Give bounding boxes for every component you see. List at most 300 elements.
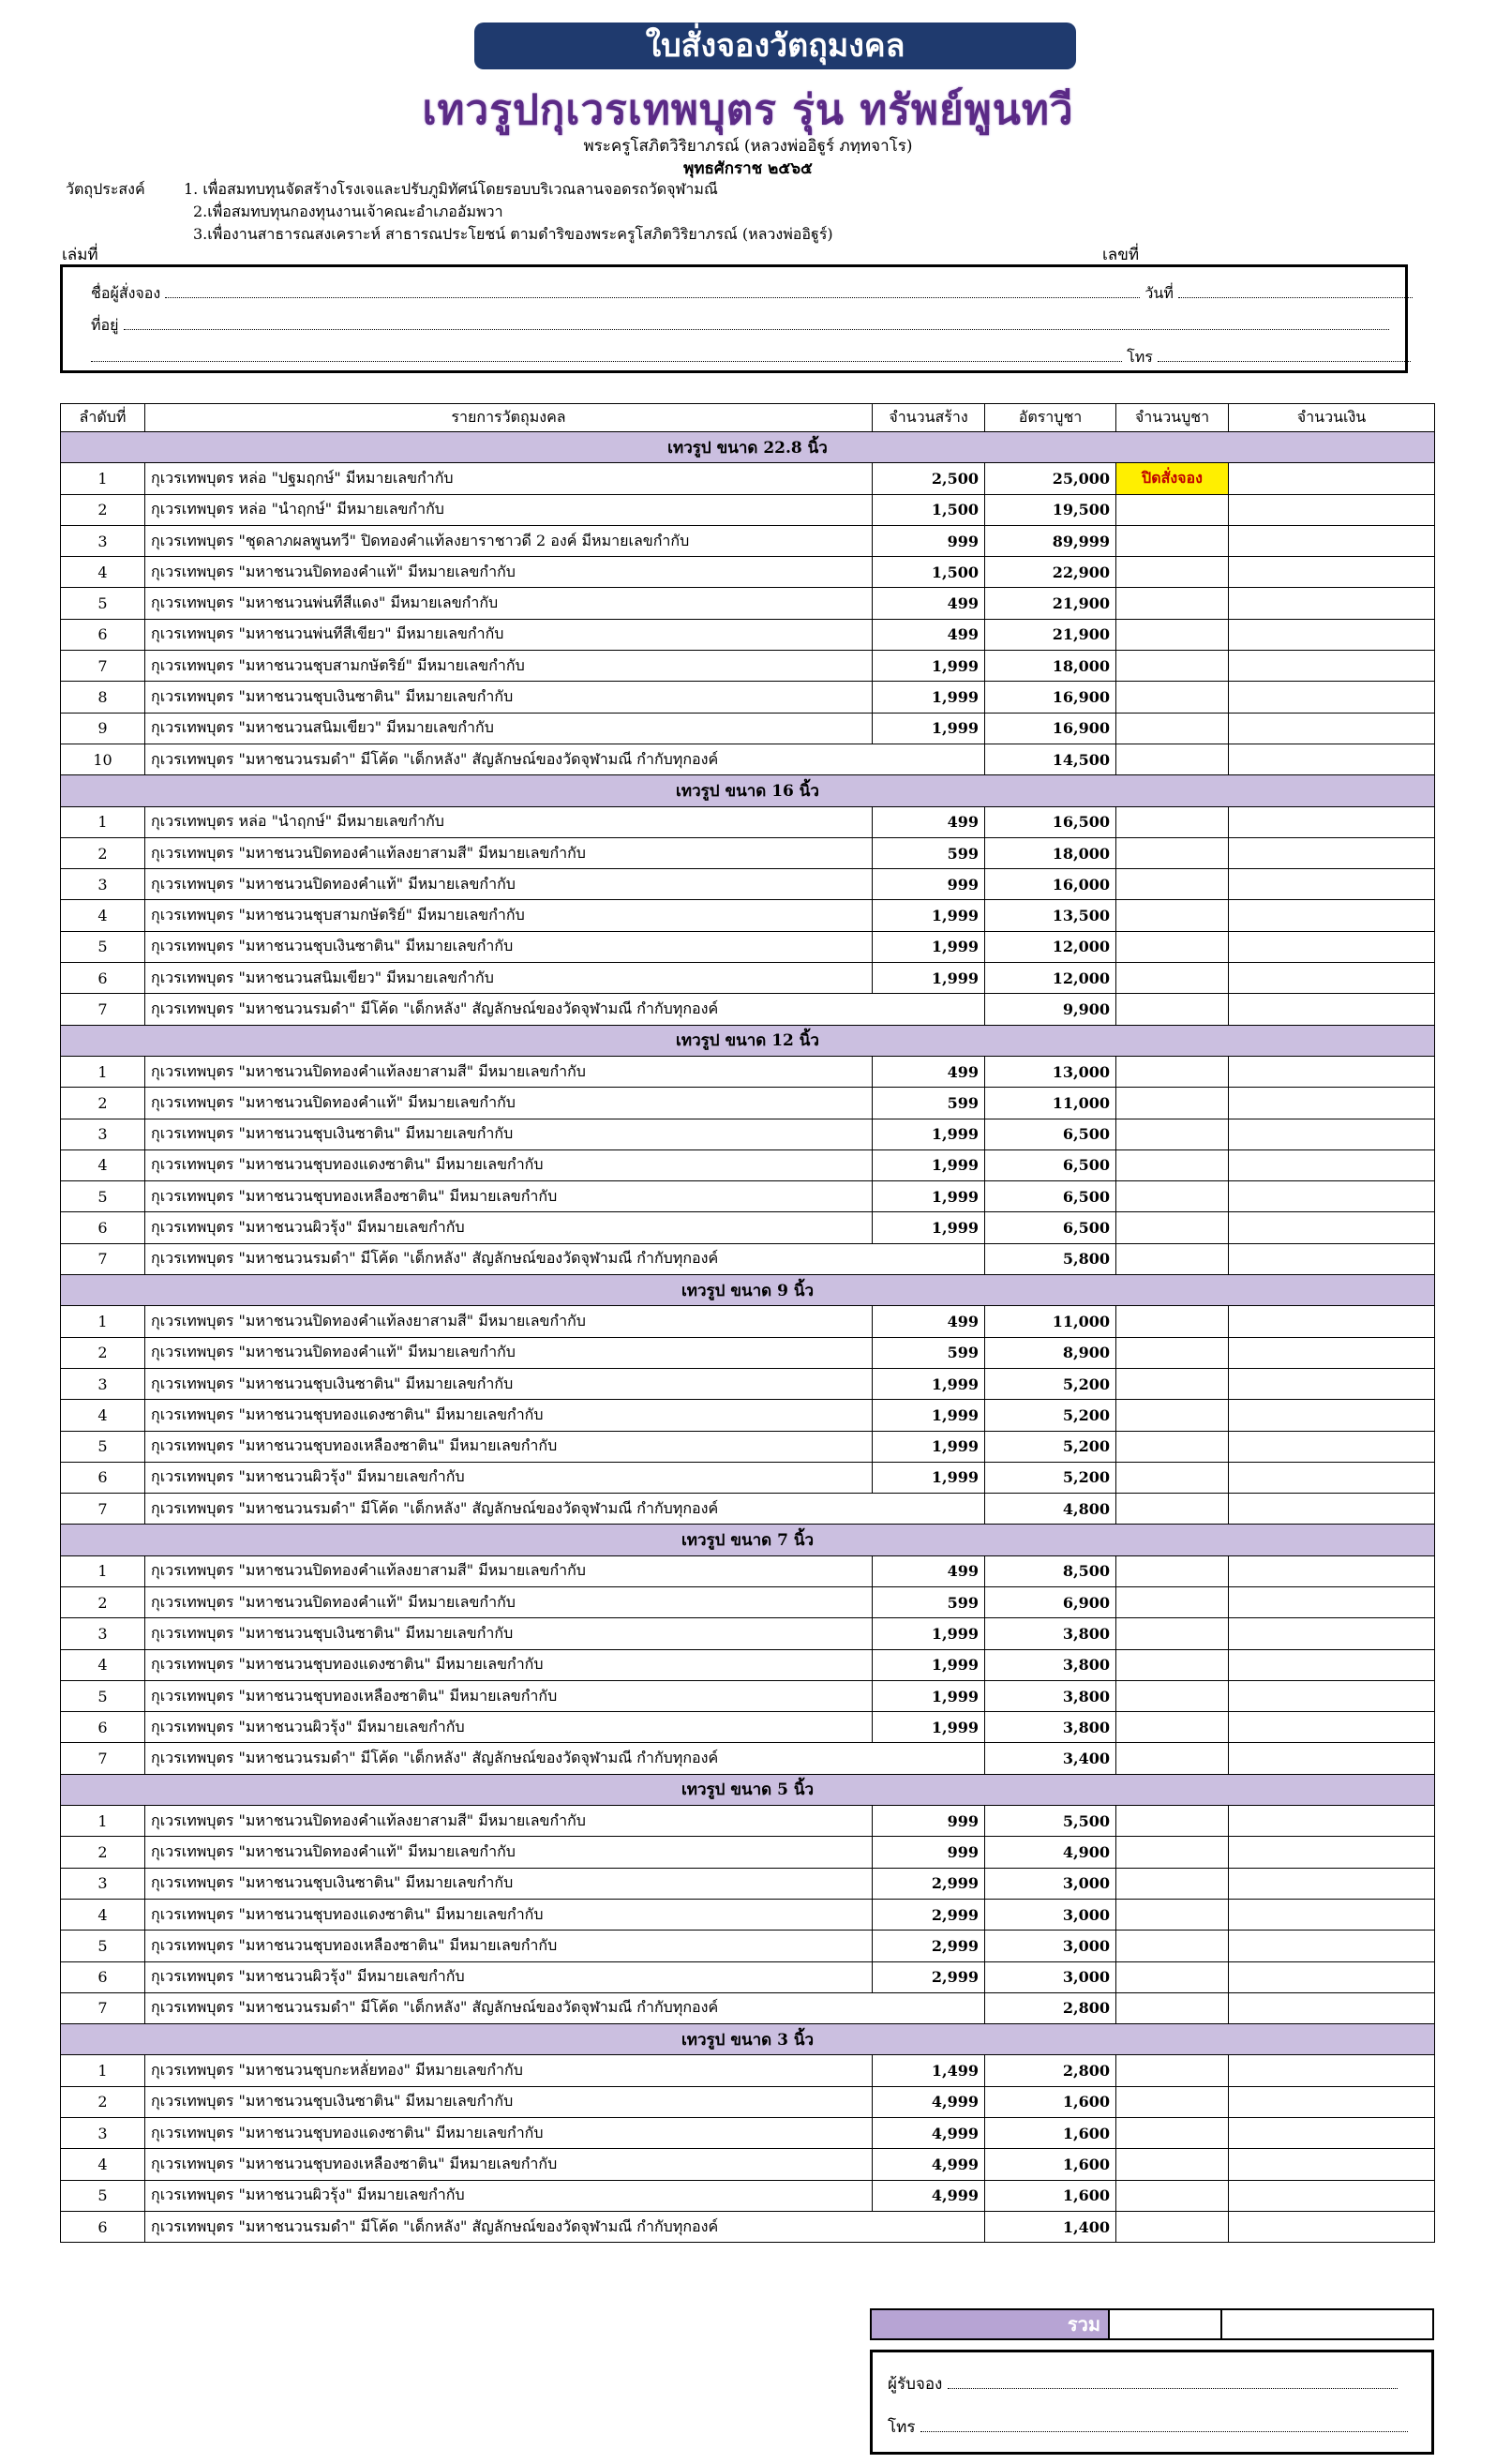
item-qty-made: 1,999 — [873, 931, 985, 962]
order-qty-cell[interactable] — [1116, 2149, 1229, 2180]
item-number: 4 — [61, 2149, 145, 2180]
order-amount-cell[interactable] — [1229, 1555, 1435, 1586]
order-qty-cell[interactable] — [1116, 994, 1229, 1025]
table-row — [61, 1056, 1435, 1087]
order-qty-cell[interactable] — [1116, 2055, 1229, 2086]
order-qty-cell[interactable] — [1116, 1243, 1229, 1274]
table-row — [61, 963, 1435, 994]
buddhist-year: พุทธศักราช ๒๕๖๕ — [683, 159, 813, 178]
item-price: 5,500 — [985, 1806, 1116, 1837]
item-name: กุเวรเทพบุตร "มหาชนวนชุบเงินซาติน" มีหมายเลขกำกับ — [145, 682, 873, 713]
section-header-row — [61, 2024, 1435, 2055]
table-row — [61, 1088, 1435, 1119]
table-row — [61, 1712, 1435, 1743]
item-name: กุเวรเทพบุตร "มหาชนวนชุบกะหลั่ยทอง" มีหมายเลขกำกับ — [145, 2055, 873, 2086]
order-amount-cell[interactable] — [1229, 588, 1435, 619]
table-row — [61, 1649, 1435, 1680]
order-amount-cell[interactable] — [1229, 1586, 1435, 1617]
order-amount-cell[interactable] — [1229, 2211, 1435, 2242]
item-name: กุเวรเทพบุตร "มหาชนวนผิวรุ้ง" มีหมายเลขกำกับ — [145, 1961, 873, 1992]
order-qty-cell[interactable] — [1116, 1368, 1229, 1399]
item-number: 4 — [61, 1400, 145, 1431]
item-number: 7 — [61, 1494, 145, 1525]
order-qty-cell[interactable] — [1116, 1868, 1229, 1899]
order-amount-cell[interactable] — [1229, 1899, 1435, 1930]
order-amount-cell[interactable] — [1229, 1961, 1435, 1992]
section-header-row — [61, 1774, 1435, 1805]
order-amount-cell[interactable] — [1229, 1088, 1435, 1119]
order-amount-cell[interactable] — [1229, 713, 1435, 744]
item-name: กุเวรเทพบุตร "มหาชนวนรมดำ" มีโค้ด "เด็กหลัง" สัญลักษณ์ของวัดจุฬามณี กำกับทุกองค์ — [145, 1992, 985, 2023]
order-amount-cell[interactable] — [1229, 1400, 1435, 1431]
item-number: 6 — [61, 1961, 145, 1992]
item-price: 5,200 — [985, 1431, 1116, 1462]
item-name: กุเวรเทพบุตร "มหาชนวนพ่นทีสีเขียว" มีหมายเลขกำกับ — [145, 619, 873, 650]
col-header-qty-made: จำนวนสร้าง — [873, 404, 985, 432]
order-qty-cell[interactable] — [1116, 931, 1229, 962]
item-number: 3 — [61, 1368, 145, 1399]
item-number: 5 — [61, 1181, 145, 1212]
item-number: 5 — [61, 1931, 145, 1961]
item-qty-made: 1,999 — [873, 651, 985, 682]
order-amount-cell[interactable] — [1229, 1618, 1435, 1649]
item-name: กุเวรเทพบุตร "มหาชนวนชุบทองแดงซาติน" มีหมายเลขกำกับ — [145, 1149, 873, 1180]
item-qty-made: 999 — [873, 869, 985, 900]
order-qty-cell[interactable] — [1116, 1056, 1229, 1087]
order-qty-cell[interactable] — [1116, 1306, 1229, 1337]
item-number: 10 — [61, 744, 145, 774]
item-number: 2 — [61, 2086, 145, 2117]
table-row — [61, 1119, 1435, 1149]
order-qty-cell[interactable] — [1116, 1149, 1229, 1180]
item-price: 3,000 — [985, 1899, 1116, 1930]
order-amount-cell[interactable] — [1229, 1119, 1435, 1149]
form-banner: ใบสั่งจองวัตถุมงคล — [474, 23, 1076, 69]
item-qty-made: 999 — [873, 1806, 985, 1837]
item-qty-made: 1,999 — [873, 1119, 985, 1149]
item-qty-made: 1,999 — [873, 1149, 985, 1180]
item-price: 3,400 — [985, 1743, 1116, 1774]
section-title: เทวรูป ขนาด 7 นิ้ว — [61, 1525, 1435, 1555]
order-qty-cell[interactable] — [1116, 2118, 1229, 2149]
item-name: กุเวรเทพบุตร "มหาชนวนรมดำ" มีโค้ด "เด็กหลัง" สัญลักษณ์ของวัดจุฬามณี กำกับทุกองค์ — [145, 1743, 985, 1774]
table-row — [61, 2149, 1435, 2180]
item-number: 5 — [61, 1680, 145, 1711]
order-amount-cell[interactable] — [1229, 931, 1435, 962]
order-qty-cell[interactable] — [1116, 869, 1229, 900]
orderer-phone-label: โทร — [1127, 348, 1153, 366]
order-amount-cell[interactable] — [1229, 463, 1435, 494]
item-qty-made: 1,999 — [873, 1368, 985, 1399]
item-number: 2 — [61, 1337, 145, 1368]
order-qty-cell[interactable] — [1116, 1119, 1229, 1149]
item-name: กุเวรเทพบุตร "มหาชนวนปิดทองคำแท้" มีหมายเลขกำกับ — [145, 1837, 873, 1868]
order-qty-cell[interactable] — [1116, 1712, 1229, 1743]
section-title: เทวรูป ขนาด 5 นิ้ว — [61, 1774, 1435, 1805]
item-name: กุเวรเทพบุตร "มหาชนวนชุบเงินซาติน" มีหมายเลขกำกับ — [145, 2086, 873, 2117]
order-amount-cell[interactable] — [1229, 1868, 1435, 1899]
doc-number-label: เลขที่ — [1102, 246, 1140, 264]
order-qty-cell[interactable] — [1116, 1618, 1229, 1649]
item-name: กุเวรเทพบุตร "มหาชนวนสนิมเขียว" มีหมายเลขกำกับ — [145, 713, 873, 744]
item-name: กุเวรเทพบุตร "มหาชนวนผิวรุ้ง" มีหมายเลขกำกับ — [145, 1712, 873, 1743]
item-number: 6 — [61, 619, 145, 650]
item-number: 6 — [61, 1712, 145, 1743]
order-qty-cell[interactable] — [1116, 557, 1229, 588]
order-qty-cell[interactable] — [1116, 806, 1229, 837]
order-qty-cell[interactable] — [1116, 1212, 1229, 1243]
table-row — [61, 1961, 1435, 1992]
order-amount-cell[interactable] — [1229, 494, 1435, 525]
item-number: 3 — [61, 1868, 145, 1899]
item-number: 4 — [61, 900, 145, 931]
item-qty-made: 1,999 — [873, 1181, 985, 1212]
table-header-row — [61, 404, 1435, 432]
order-amount-cell[interactable] — [1229, 2149, 1435, 2180]
item-qty-made: 499 — [873, 1555, 985, 1586]
order-qty-cell[interactable] — [1116, 1400, 1229, 1431]
item-price: 3,000 — [985, 1931, 1116, 1961]
order-qty-cell[interactable] — [1116, 1992, 1229, 2023]
item-number: 7 — [61, 1992, 145, 2023]
objective-item-3: 3.เพื่องานสาธารณสงเคราะห์ สาธารณประโยชน์ ตามดำริของพระครูโสภิตวิริยาภรณ์ (หลวงพ่ออิฐูร์) — [193, 225, 833, 243]
order-amount-cell[interactable] — [1229, 1743, 1435, 1774]
item-number: 5 — [61, 931, 145, 962]
order-amount-cell[interactable] — [1229, 994, 1435, 1025]
item-name: กุเวรเทพบุตร "มหาชนวนสนิมเขียว" มีหมายเลขกำกับ — [145, 963, 873, 994]
total-label: รวม — [872, 2310, 1110, 2338]
table-row — [61, 1680, 1435, 1711]
order-qty-cell[interactable] — [1116, 744, 1229, 774]
order-amount-cell[interactable] — [1229, 744, 1435, 774]
order-qty-cell[interactable] — [1116, 1806, 1229, 1837]
order-amount-cell[interactable] — [1229, 525, 1435, 556]
order-qty-cell[interactable] — [1116, 2211, 1229, 2242]
item-number: 6 — [61, 963, 145, 994]
items-table-body — [61, 432, 1435, 2243]
order-amount-cell[interactable] — [1229, 1181, 1435, 1212]
order-amount-cell[interactable] — [1229, 2180, 1435, 2211]
date-field[interactable] — [1178, 286, 1413, 298]
order-qty-cell[interactable] — [1116, 1337, 1229, 1368]
item-price: 1,600 — [985, 2149, 1116, 2180]
total-row — [870, 2308, 1434, 2340]
item-price: 6,500 — [985, 1181, 1116, 1212]
receiver-field[interactable] — [948, 2377, 1398, 2389]
order-amount-cell[interactable] — [1229, 1056, 1435, 1087]
item-number: 3 — [61, 869, 145, 900]
order-amount-cell[interactable] — [1229, 1494, 1435, 1525]
item-price: 16,000 — [985, 869, 1116, 900]
table-row — [61, 806, 1435, 837]
item-qty-made: 599 — [873, 1088, 985, 1119]
address-field-line2[interactable] — [91, 350, 1122, 362]
item-qty-made: 499 — [873, 806, 985, 837]
item-number: 2 — [61, 1586, 145, 1617]
order-qty-cell[interactable] — [1116, 1649, 1229, 1680]
order-qty-cell[interactable] — [1116, 588, 1229, 619]
item-name: กุเวรเทพบุตร "มหาชนวนชุบทองเหลืองซาติน" มีหมายเลขกำกับ — [145, 1431, 873, 1462]
item-name: กุเวรเทพบุตร "มหาชนวนชุบเงินซาติน" มีหมายเลขกำกับ — [145, 1368, 873, 1399]
item-number: 8 — [61, 682, 145, 713]
item-price: 5,200 — [985, 1462, 1116, 1493]
item-price: 16,900 — [985, 682, 1116, 713]
item-number: 2 — [61, 837, 145, 868]
order-qty-cell[interactable] — [1116, 837, 1229, 868]
item-price: 6,500 — [985, 1212, 1116, 1243]
item-price: 6,500 — [985, 1149, 1116, 1180]
item-name: กุเวรเทพบุตร "มหาชนวนรมดำ" มีโค้ด "เด็กหลัง" สัญลักษณ์ของวัดจุฬามณี กำกับทุกองค์ — [145, 994, 985, 1025]
order-qty-cell[interactable] — [1116, 900, 1229, 931]
item-qty-made: 599 — [873, 1337, 985, 1368]
order-amount-cell[interactable] — [1229, 2086, 1435, 2117]
table-row — [61, 2055, 1435, 2086]
order-qty-cell[interactable] — [1116, 682, 1229, 713]
item-price: 1,600 — [985, 2180, 1116, 2211]
item-price: 3,800 — [985, 1618, 1116, 1649]
order-amount-cell[interactable] — [1229, 682, 1435, 713]
order-qty-cell[interactable] — [1116, 651, 1229, 682]
order-amount-cell[interactable] — [1229, 1337, 1435, 1368]
section-title: เทวรูป ขนาด 3 นิ้ว — [61, 2024, 1435, 2055]
order-qty-cell[interactable] — [1116, 1462, 1229, 1493]
section-header-row — [61, 432, 1435, 463]
item-price: 11,000 — [985, 1088, 1116, 1119]
section-header-row — [61, 1275, 1435, 1306]
item-name: กุเวรเทพบุตร "มหาชนวนผิวรุ้ง" มีหมายเลขกำกับ — [145, 1462, 873, 1493]
order-amount-cell[interactable] — [1229, 2055, 1435, 2086]
item-price: 5,200 — [985, 1368, 1116, 1399]
col-header-amount: จำนวนเงิน — [1229, 404, 1435, 432]
page-title: เทวรูปกุเวรเทพบุตร รุ่น ทรัพย์พูนทวี — [422, 86, 1074, 134]
item-qty-made: 1,999 — [873, 900, 985, 931]
table-row — [61, 1494, 1435, 1525]
objectives-label: วัตถุประสงค์ — [66, 180, 145, 198]
total-amount-cell[interactable] — [1222, 2310, 1432, 2338]
order-qty-cell[interactable] — [1116, 1555, 1229, 1586]
table-row — [61, 1243, 1435, 1274]
order-qty-cell[interactable] — [1116, 1181, 1229, 1212]
section-header-row — [61, 1525, 1435, 1555]
order-amount-cell[interactable] — [1229, 1712, 1435, 1743]
table-row — [61, 1306, 1435, 1337]
item-qty-made: 999 — [873, 525, 985, 556]
order-amount-cell[interactable] — [1229, 1431, 1435, 1462]
order-qty-cell[interactable] — [1116, 494, 1229, 525]
item-name: กุเวรเทพบุตร "มหาชนวนชุบเงินซาติน" มีหมายเลขกำกับ — [145, 1868, 873, 1899]
item-number: 7 — [61, 1243, 145, 1274]
item-qty-made: 599 — [873, 837, 985, 868]
item-name: กุเวรเทพบุตร "มหาชนวนปิดทองคำแท้ลงยาสามสี" มีหมายเลขกำกับ — [145, 1806, 873, 1837]
item-name: กุเวรเทพบุตร หล่อ "นำฤกษ์" มีหมายเลขกำกับ — [145, 806, 873, 837]
item-number: 1 — [61, 1806, 145, 1837]
item-number: 5 — [61, 2180, 145, 2211]
item-price: 3,000 — [985, 1868, 1116, 1899]
item-price: 3,800 — [985, 1680, 1116, 1711]
item-price: 8,500 — [985, 1555, 1116, 1586]
item-qty-made: 1,999 — [873, 1712, 985, 1743]
orderer-phone-field[interactable] — [1158, 350, 1411, 362]
order-amount-cell[interactable] — [1229, 1149, 1435, 1180]
item-number: 2 — [61, 1088, 145, 1119]
order-amount-cell[interactable] — [1229, 1837, 1435, 1868]
table-row — [61, 1992, 1435, 2023]
order-amount-cell[interactable] — [1229, 806, 1435, 837]
table-row — [61, 619, 1435, 650]
item-name: กุเวรเทพบุตร "มหาชนวนรมดำ" มีโค้ด "เด็กหลัง" สัญลักษณ์ของวัดจุฬามณี กำกับทุกองค์ — [145, 2211, 985, 2242]
order-amount-cell[interactable] — [1229, 900, 1435, 931]
order-qty-cell[interactable] — [1116, 1494, 1229, 1525]
order-qty-cell[interactable] — [1116, 1431, 1229, 1462]
order-amount-cell[interactable] — [1229, 1680, 1435, 1711]
item-number: 4 — [61, 1149, 145, 1180]
item-name: กุเวรเทพบุตร "มหาชนวนชุบทองแดงซาติน" มีหมายเลขกำกับ — [145, 1899, 873, 1930]
section-title: เทวรูป ขนาด 16 นิ้ว — [61, 775, 1435, 806]
order-qty-cell[interactable] — [1116, 619, 1229, 650]
item-qty-made: 1,999 — [873, 1649, 985, 1680]
item-name: กุเวรเทพบุตร "มหาชนวนผิวรุ้ง" มีหมายเลขกำกับ — [145, 1212, 873, 1243]
item-name: กุเวรเทพบุตร "มหาชนวนชุบทองเหลืองซาติน" มีหมายเลขกำกับ — [145, 1181, 873, 1212]
order-amount-cell[interactable] — [1229, 1243, 1435, 1274]
item-name: กุเวรเทพบุตร "มหาชนวนปิดทองคำแท้ลงยาสามสี" มีหมายเลขกำกับ — [145, 1306, 873, 1337]
item-number: 3 — [61, 525, 145, 556]
order-qty-cell[interactable] — [1116, 2180, 1229, 2211]
section-header-row — [61, 775, 1435, 806]
table-row — [61, 463, 1435, 494]
receiver-box — [870, 2350, 1434, 2455]
order-amount-cell[interactable] — [1229, 1806, 1435, 1837]
table-row — [61, 994, 1435, 1025]
order-amount-cell[interactable] — [1229, 2118, 1435, 2149]
table-row — [61, 1337, 1435, 1368]
order-qty-cell[interactable] — [1116, 1899, 1229, 1930]
orderer-name-field[interactable] — [165, 286, 1140, 298]
item-number: 1 — [61, 1306, 145, 1337]
total-qty-cell[interactable] — [1110, 2310, 1222, 2338]
table-row — [61, 1899, 1435, 1930]
item-qty-made: 1,999 — [873, 1212, 985, 1243]
item-qty-made: 499 — [873, 619, 985, 650]
order-qty-cell[interactable] — [1116, 1961, 1229, 1992]
section-title: เทวรูป ขนาด 22.8 นิ้ว — [61, 432, 1435, 463]
item-number: 1 — [61, 1555, 145, 1586]
order-qty-cell[interactable] — [1116, 1743, 1229, 1774]
item-name: กุเวรเทพบุตร "มหาชนวนปิดทองคำแท้" มีหมายเลขกำกับ — [145, 1088, 873, 1119]
item-price: 4,900 — [985, 1837, 1116, 1868]
item-number: 2 — [61, 494, 145, 525]
order-qty-cell[interactable] — [1116, 1088, 1229, 1119]
item-price: 18,000 — [985, 651, 1116, 682]
order-amount-cell[interactable] — [1229, 963, 1435, 994]
item-number: 4 — [61, 1649, 145, 1680]
item-name: กุเวรเทพบุตร หล่อ "ปฐมฤกษ์" มีหมายเลขกำกับ — [145, 463, 873, 494]
table-row — [61, 2180, 1435, 2211]
order-qty-cell[interactable] — [1116, 1837, 1229, 1868]
table-row — [61, 1400, 1435, 1431]
orderer-info-box — [60, 264, 1408, 373]
item-price: 25,000 — [985, 463, 1116, 494]
order-amount-cell[interactable] — [1229, 651, 1435, 682]
table-row — [61, 900, 1435, 931]
book-number-label: เล่มที่ — [62, 246, 98, 264]
item-qty-made: 4,999 — [873, 2180, 985, 2211]
table-row — [61, 1837, 1435, 1868]
item-name: กุเวรเทพบุตร "มหาชนวนปิดทองคำแท้" มีหมายเลขกำกับ — [145, 1586, 873, 1617]
item-qty-made: 4,999 — [873, 2149, 985, 2180]
item-name: กุเวรเทพบุตร "มหาชนวนรมดำ" มีโค้ด "เด็กหลัง" สัญลักษณ์ของวัดจุฬามณี กำกับทุกองค์ — [145, 1243, 985, 1274]
item-number: 4 — [61, 557, 145, 588]
order-qty-cell[interactable] — [1116, 1931, 1229, 1961]
order-amount-cell[interactable] — [1229, 1368, 1435, 1399]
section-title: เทวรูป ขนาด 12 นิ้ว — [61, 1025, 1435, 1056]
order-qty-cell[interactable] — [1116, 1586, 1229, 1617]
order-qty-cell[interactable] — [1116, 713, 1229, 744]
item-name: กุเวรเทพบุตร "มหาชนวนชุบเงินซาติน" มีหมายเลขกำกับ — [145, 931, 873, 962]
item-price: 1,600 — [985, 2118, 1116, 2149]
order-qty-cell[interactable] — [1116, 1680, 1229, 1711]
table-row — [61, 1149, 1435, 1180]
table-row — [61, 931, 1435, 962]
item-price: 3,800 — [985, 1712, 1116, 1743]
order-qty-cell[interactable] — [1116, 963, 1229, 994]
item-qty-made: 499 — [873, 1306, 985, 1337]
item-name: กุเวรเทพบุตร "มหาชนวนรมดำ" มีโค้ด "เด็กหลัง" สัญลักษณ์ของวัดจุฬามณี กำกับทุกองค์ — [145, 1494, 985, 1525]
items-table — [60, 403, 1435, 2243]
item-qty-made: 1,999 — [873, 1680, 985, 1711]
item-name: กุเวรเทพบุตร "มหาชนวนผิวรุ้ง" มีหมายเลขกำกับ — [145, 2180, 873, 2211]
item-price: 1,400 — [985, 2211, 1116, 2242]
table-row — [61, 1931, 1435, 1961]
col-header-qty-order: จำนวนบูชา — [1116, 404, 1229, 432]
item-name: กุเวรเทพบุตร "มหาชนวนชุบสามกษัตริย์" มีหมายเลขกำกับ — [145, 651, 873, 682]
item-name: กุเวรเทพบุตร "มหาชนวนชุบเงินซาติน" มีหมายเลขกำกับ — [145, 1119, 873, 1149]
order-amount-cell[interactable] — [1229, 1306, 1435, 1337]
order-amount-cell[interactable] — [1229, 557, 1435, 588]
monk-name: พระครูโสภิตวิริยาภรณ์ (หลวงพ่ออิฐูร์ ภทฺทจาโร) — [583, 137, 913, 156]
table-row — [61, 651, 1435, 682]
order-amount-cell[interactable] — [1229, 1649, 1435, 1680]
table-row — [61, 1431, 1435, 1462]
item-name: กุเวรเทพบุตร "มหาชนวนปิดทองคำแท้ลงยาสามสี" มีหมายเลขกำกับ — [145, 1555, 873, 1586]
item-price: 8,900 — [985, 1337, 1116, 1368]
order-amount-cell[interactable] — [1229, 869, 1435, 900]
table-row — [61, 869, 1435, 900]
order-qty-cell[interactable] — [1116, 525, 1229, 556]
item-name: กุเวรเทพบุตร "มหาชนวนรมดำ" มีโค้ด "เด็กหลัง" สัญลักษณ์ของวัดจุฬามณี กำกับทุกองค์ — [145, 744, 985, 774]
order-amount-cell[interactable] — [1229, 1992, 1435, 2023]
address-field[interactable] — [124, 318, 1389, 330]
order-qty-cell[interactable] — [1116, 2086, 1229, 2117]
receiver-phone-field[interactable] — [920, 2420, 1408, 2432]
order-amount-cell[interactable] — [1229, 837, 1435, 868]
item-price: 12,000 — [985, 931, 1116, 962]
item-price: 5,800 — [985, 1243, 1116, 1274]
item-price: 3,800 — [985, 1649, 1116, 1680]
table-row — [61, 2118, 1435, 2149]
item-name: กุเวรเทพบุตร หล่อ "นำฤกษ์" มีหมายเลขกำกับ — [145, 494, 873, 525]
table-row — [61, 2086, 1435, 2117]
table-row — [61, 557, 1435, 588]
order-amount-cell[interactable] — [1229, 619, 1435, 650]
table-row — [61, 1618, 1435, 1649]
order-amount-cell[interactable] — [1229, 1931, 1435, 1961]
order-amount-cell[interactable] — [1229, 1212, 1435, 1243]
item-name: กุเวรเทพบุตร "มหาชนวนปิดทองคำแท้ลงยาสามสี" มีหมายเลขกำกับ — [145, 837, 873, 868]
item-price: 1,600 — [985, 2086, 1116, 2117]
orderer-name-label: ชื่อผู้สั่งจอง — [91, 284, 161, 302]
item-qty-made: 1,999 — [873, 1431, 985, 1462]
order-amount-cell[interactable] — [1229, 1462, 1435, 1493]
